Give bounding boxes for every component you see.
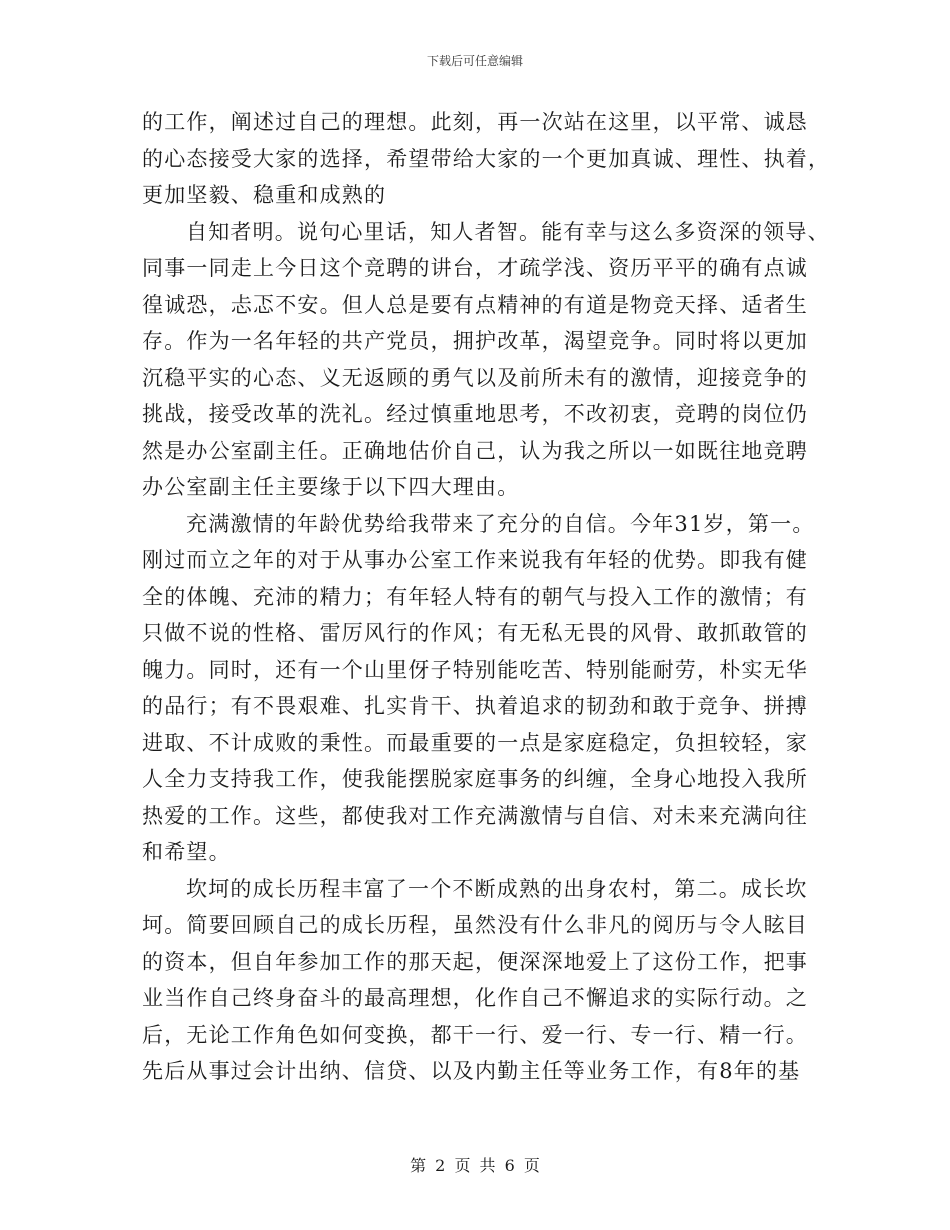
text-line: 坎坷的成长历程丰富了一个不断成熟的出身农村，第二。成长坎 bbox=[186, 876, 808, 901]
text-line: 的工作，阐述过自己的理想。此刻，再一次站在这里，以平常、诚恳 bbox=[142, 110, 808, 134]
text-line: 徨诚恐，忐忑不安。但人总是要有点精神的有道是物竞天择、适者生 bbox=[142, 292, 808, 317]
page-number: 第 2 页 共 6 页 bbox=[410, 1156, 540, 1175]
text-line: 办公室副主任主要缘于以下四大理由。 bbox=[142, 475, 520, 499]
text-line: 挑战，接受改革的洗礼。经过慎重地思考，不改初衷，竞聘的岗位仍 bbox=[142, 402, 808, 426]
text-line: 坷。简要回顾自己的成长历程，虽然没有什么非凡的阅历与令人眩目 bbox=[142, 913, 808, 937]
header-note: 下载后可任意编辑 bbox=[426, 54, 523, 68]
text-line: 全的体魄、充沛的精力；有年轻人特有的朝气与投入工作的激情；有 bbox=[142, 584, 808, 609]
paragraph bbox=[142, 104, 831, 214]
text-line: 然是办公室副主任。正确地估价自己，认为我之所以一如既往地竞聘 bbox=[142, 438, 808, 463]
text-line: 的资本，但自年参加工作的那天起，便深深地爱上了这份工作，把事 bbox=[142, 949, 808, 974]
paragraph bbox=[142, 506, 815, 871]
page-footer bbox=[0, 1156, 950, 1176]
text-line: 更加坚毅、稳重和成熟的 bbox=[142, 183, 387, 207]
text-line: 进取、不计成败的秉性。而最重要的一点是家庭稳定，负担较轻，家 bbox=[142, 730, 808, 755]
text-line: 的心态接受大家的选择，希望带给大家的一个更加真诚、理性、执着， bbox=[142, 146, 831, 171]
text-line: 沉稳平实的心态、义无返顾的勇气以及前所未有的激情，迎接竞争的 bbox=[142, 365, 808, 390]
text-line: 和希望。 bbox=[142, 840, 231, 864]
paragraph bbox=[142, 214, 830, 506]
text-line: 同事一同走上今日这个竞聘的讲台，才疏学浅、资历平平的确有点诚 bbox=[142, 256, 808, 280]
text-line: 充满激情的年龄优势给我带来了充分的自信。今年31岁，第一。 bbox=[186, 511, 815, 536]
text-line: 只做不说的性格、雷厉风行的作风；有无私无畏的风骨、敢抓敢管的 bbox=[142, 621, 808, 645]
paragraph bbox=[142, 871, 808, 1090]
text-line: 后，无论工作角色如何变换，都干一行、爱一行、专一行、精一行。 bbox=[142, 1022, 808, 1047]
page-header bbox=[0, 53, 950, 69]
text-line: 人全力支持我工作，使我能摆脱家庭事务的纠缠，全身心地投入我所 bbox=[142, 767, 808, 791]
text-line: 先后从事过会计出纳、信贷、以及内勤主任等业务工作，有8年的基 bbox=[142, 1059, 801, 1083]
document-body bbox=[142, 104, 831, 1090]
text-line: 刚过而立之年的对于从事办公室工作来说我有年轻的优势。即我有健 bbox=[142, 548, 808, 572]
text-line: 自知者明。说句心里话，知人者智。能有幸与这么多资深的领导、 bbox=[186, 219, 830, 244]
text-line: 的品行；有不畏艰难、扎实肯干、执着追求的韧劲和敢于竞争、拼搏 bbox=[142, 694, 808, 718]
text-line: 业当作自己终身奋斗的最高理想，化作自己不懈追求的实际行动。之 bbox=[142, 986, 808, 1010]
text-line: 魄力。同时，还有一个山里伢子特别能吃苦、特别能耐劳，朴实无华 bbox=[142, 657, 808, 682]
text-line: 热爱的工作。这些，都使我对工作充满激情与自信、对未来充满向往 bbox=[142, 803, 808, 828]
text-line: 存。作为一名年轻的共产党员，拥护改革，渴望竞争。同时将以更加 bbox=[142, 329, 808, 353]
